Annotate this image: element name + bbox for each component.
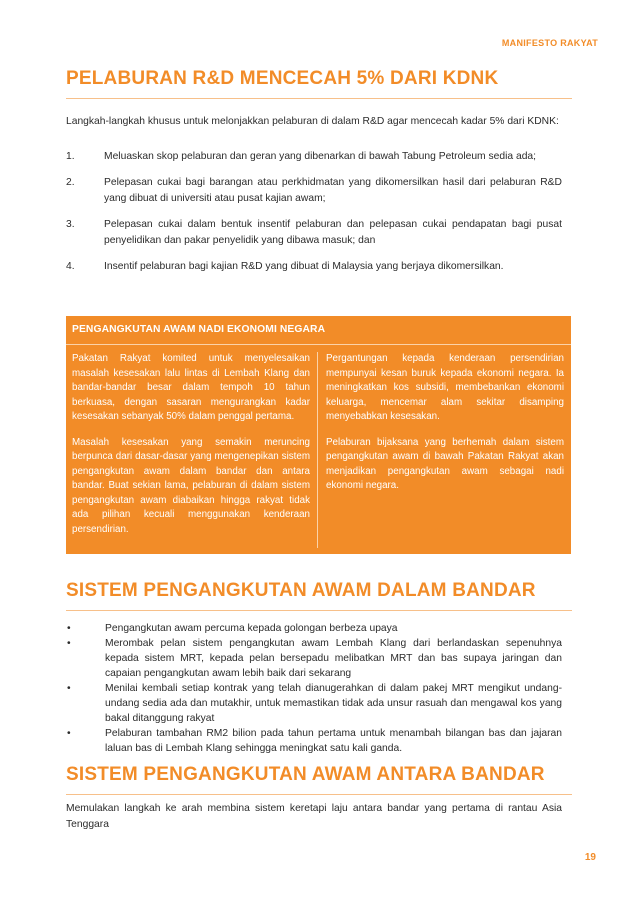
intercity-text: Memulakan langkah ke arah membina sistem keretapi laju antara bandar yang pertama di rantau Asia Tenggara (66, 803, 562, 830)
list-number: 4. (66, 261, 75, 272)
list-number: 3. (66, 219, 75, 230)
bullet-icon: • (67, 683, 71, 694)
info-box-paragraph: Pergantungan kepada kenderaan persendirian mempunyai kesan buruk kepada ekonomi negara. Ia meningkatkan kos subsidi, membebankan ekonomi keluarga, mencemar alam sekitar disamping menyebabkan kesesakan. (326, 353, 564, 422)
list-item (66, 681, 562, 726)
info-box-title: PENGANGKUTAN AWAM NADI EKONOMI NEGARA (66, 316, 571, 345)
bullet-icon: • (67, 638, 71, 649)
list-item (66, 175, 562, 207)
list-number: 1. (66, 151, 75, 162)
list-item (66, 726, 562, 756)
list-text: Insentif pelaburan bagi kajian R&D yang dibuat di Malaysia yang berjaya dikomersilkan. (104, 261, 504, 272)
list-text: Meluaskan skop pelaburan dan geran yang dibenarkan di bawah Tabung Petroleum sedia ada; (104, 151, 537, 162)
list-number: 2. (66, 177, 75, 188)
header-tag: MANIFESTO RAKYAT (501, 38, 598, 48)
rd-intro: Langkah-langkah khusus untuk melonjakkan pelaburan di dalam R&D agar mencecah kadar 5% dari KDNK: (66, 116, 559, 127)
list-text: Merombak pelan sistem pengangkutan awam Lembah Klang dari berlandaskan sepenuhnya kepada sistem MRT, kepada pelan bersepadu melibatkan MRT dan bas supaya jaringan dan capaian pengangkutan awam lebih baik dari sekarang (105, 638, 562, 679)
section-heading-rd: PELABURAN R&D MENCECAH 5% DARI KDNK (66, 68, 572, 99)
column-divider (317, 352, 318, 548)
list-text: Pelepasan cukai dalam bentuk insentif pelaburan dan pelepasan cukai pendapatan bagi pusat penyelidikan dan pakar penyelidik yang dibawa masuk; dan (104, 219, 562, 246)
list-text: Menilai kembali setiap kontrak yang telah dianugerahkan di dalam pakej MRT mengikut undang-undang sedia ada dan mutakhir, untuk memastikan tidak ada unsur rasuah dan mengawal kos yang bakal ditanggung rakyat (105, 683, 562, 724)
list-text: Pengangkutan awam percuma kepada golongan berbeza upaya (105, 623, 398, 634)
section-heading-urban-transport: SISTEM PENGANGKUTAN AWAM DALAM BANDAR (66, 580, 572, 611)
info-box-left-column (72, 352, 310, 548)
page-number: 19 (584, 852, 596, 863)
list-text: Pelepasan cukai bagi barangan atau perkhidmatan yang dikomersilkan hasil dari pelaburan R&D yang dibuat di universiti atau pusat kajian awam; (104, 177, 562, 204)
urban-transport-list (66, 621, 562, 756)
list-item (66, 621, 562, 636)
list-text: Pelaburan tambahan RM2 bilion pada tahun pertama untuk menambah bilangan bas dan jajaran laluan bas di Lembah Klang sehingga meningkat satu kali ganda. (105, 728, 562, 754)
section-heading-intercity-transport: SISTEM PENGANGKUTAN AWAM ANTARA BANDAR (66, 764, 572, 795)
info-box-right-column (326, 352, 564, 505)
list-item (66, 259, 562, 275)
info-box-paragraph: Pelaburan bijaksana yang berhemah dalam sistem pengangkutan awam di bawah Pakatan Rakyat akan menjadikan pengangkutan awam sebagai nadi ekonomi negara. (326, 436, 564, 491)
bullet-icon: • (67, 728, 71, 739)
list-item (66, 636, 562, 681)
list-item (66, 149, 562, 165)
bullet-icon: • (67, 623, 71, 634)
info-box (66, 316, 571, 554)
list-item (66, 217, 562, 249)
info-box-paragraph: Pakatan Rakyat komited untuk menyelesaikan masalah kesesakan lalu lintas di Lembah Klang dan bandar-bandar besar dalam tempoh 10 tahun berkuasa, dengan sasaran mengurangkan kadar kesesakan sebanyak 50% dalam penggal pertama. (72, 353, 310, 422)
info-box-paragraph: Masalah kesesakan yang semakin meruncing berpunca dari dasar-dasar yang mengenepikan sistem pengangkutan awam dalam bandar dan antara bandar. Buat sekian lama, pelaburan di dalam sistem pengangkutan awam diabaikan hingga rakyat tidak ada pilihan kecuali menggunakan kenderaan persendirian. (72, 436, 310, 535)
rd-measures-list (66, 149, 562, 285)
